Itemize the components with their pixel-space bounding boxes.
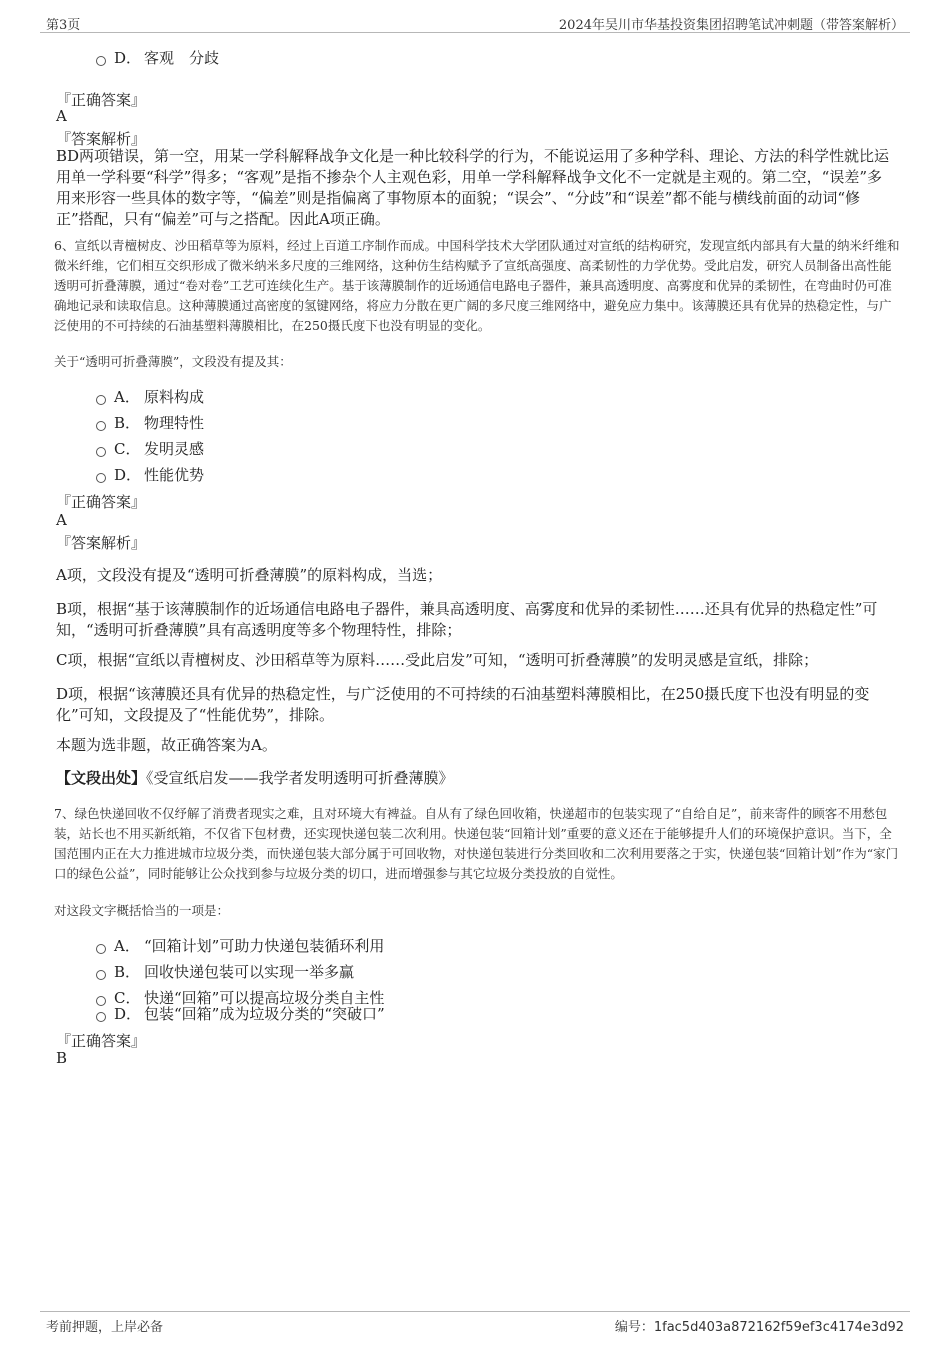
q7-option-d[interactable] [96,1003,385,1024]
question-6-stem: 6、宣纸以青檀树皮、沙田稻草等为原料，经过上百道工序制作而成。中国科学技术大学团队通过对宣纸的结构研究，发现宣纸内部具有大量的纳米纤维和微米纤维，它们相互交织形成了微米纳米多尺度的三维网络，这种仿生结构赋予了宣纸高强度、高柔韧性的力学优势。受此启发，研究人员制备出高性能透明可折叠薄膜，通过“卷对卷”工艺可连续化生产。基于该薄膜制作的近场通信电路电子器件，兼具高透明度、高雾度和优异的柔韧性，在弯曲时仍可准确地记录和读取信息。这种薄膜通过高密度的氢键网络，将应力分散在更广阔的多尺度三维网络中，避免应力集中。该薄膜还具有优异的热稳定性，与广泛使用的不可持续的石油基塑料薄膜相比，在250摄氏度下也没有明显的变化。 [54,238,900,333]
option-text: 发明灵感 [144,440,205,458]
radio-icon[interactable] [96,395,106,405]
radio-icon[interactable] [96,447,106,457]
radio-icon[interactable] [96,1012,106,1022]
q6-analysis-a: A项，文段没有提及“透明可折叠薄膜”的原料构成，当选； [56,566,443,584]
option-letter: A． [114,388,140,406]
q6-answer-value: A [56,511,67,529]
q7-answer-label: 『正确答案』 [56,1032,147,1050]
question-7-prompt: 对这段文字概括恰当的一项是： [54,903,230,918]
code-value: 1fac5d403a872162f59ef3c4174e3d92 [653,1320,904,1335]
analysis-label: 『答案解析』 [56,130,147,148]
document-code [615,1316,904,1335]
radio-icon[interactable] [96,944,106,954]
option-letter: C． [114,440,141,458]
document-title: 2024年吴川市华基投资集团招聘笔试冲刺题（带答案解析） [558,18,904,33]
option-letter: A． [114,937,140,955]
page-footer [40,1311,910,1336]
option-text: 性能优势 [144,466,205,484]
option-letter: C． [114,989,141,1007]
radio-icon[interactable] [96,421,106,431]
q6-analysis-b: B项，根据“基于该薄膜制作的近场通信电路电子器件，兼具高透明度、高雾度和优异的柔韧性……还具有优异的热稳定性”可知，“透明可折叠薄膜”具有高透明度等多个物理特性，排除； [56,600,878,639]
q6-option-c[interactable] [96,438,204,459]
q6-analysis-label: 『答案解析』 [56,534,147,552]
option-text: 物理特性 [144,414,205,432]
answer-value: A [56,107,67,125]
option-text: 快递“回箱”可以提高垃圾分类自主性 [144,989,385,1007]
radio-icon[interactable] [96,970,106,980]
page-number: 第3页 [46,18,81,33]
radio-icon[interactable] [96,56,106,66]
q6-conclusion: 本题为选非题，故正确答案为A。 [56,736,277,754]
option-text: “回箱计划”可助力快递包装循环利用 [144,937,385,955]
option-letter: B． [114,414,141,432]
option-letter: D． [114,1005,142,1023]
source-title: 《受宣纸启发——我学者发明透明可折叠薄膜》 [146,769,454,787]
option-text: 客观 分歧 [144,49,220,67]
source-label: 【文段出处】 [56,769,147,787]
q6-option-d[interactable] [96,464,204,485]
radio-icon[interactable] [96,473,106,483]
option-d-prev[interactable] [96,47,219,68]
q7-answer-value: B [56,1049,68,1067]
q6-answer-label: 『正确答案』 [56,493,147,511]
option-text: 回收快递包装可以实现一举多赢 [144,963,355,981]
page-header [40,14,910,33]
code-label: 编号： [614,1320,654,1335]
analysis-text: BD两项错误，第一空，用某一学科解释战争文化是一种比较科学的行为，不能说运用了多种学科、理论、方法的科学性就比运用单一学科要“科学”得多；“客观”是指不掺杂个人主观色彩，用单一学科解释战争文化不一定就是主观的。第二空，“误差”多用来形容一些具体的数字等，“偏差”则是指偏离了事物原本的面貌；“误会”、“分歧”和“误差”都不能与横线前面的动词“修正”搭配，只有“偏差”可与之搭配。因此A项正确。 [56,147,890,228]
option-letter: B． [114,963,141,981]
q6-option-a[interactable] [96,386,204,407]
option-text: 包装“回箱”成为垃圾分类的“突破口” [144,1005,385,1023]
q6-option-b[interactable] [96,412,204,433]
question-7-stem: 7、绿色快递回收不仅纾解了消费者现实之难，且对环境大有裨益。自从有了绿色回收箱，快递超市的包装实现了“自给自足”，前来寄件的顾客不用愁包装，站长也不用买新纸箱，不仅省下包材费，还实现快递包装二次利用。快递包装“回箱计划”重要的意义还在于能够提升人们的环境保护意识。当下，全国范围内正在大力推进城市垃圾分类，而快递包装大部分属于可回收物，对快递包装进行分类回收和二次利用要落之于实，快递包装“回箱计划”作为“家门口的绿色公益”，同时能够让公众找到参与垃圾分类的切口，进而增强参与其它垃圾分类投放的自觉性。 [54,806,899,881]
q7-option-a[interactable] [96,935,384,956]
answer-label: 『正确答案』 [56,91,147,109]
q6-source [56,768,892,789]
q6-analysis-c: C项，根据“宣纸以青檀树皮、沙田稻草等为原料……受此启发”可知，“透明可折叠薄膜”的发明灵感是宣纸，排除； [56,651,819,669]
option-letter: D． [114,49,142,67]
q7-option-b[interactable] [96,961,354,982]
option-letter: D． [114,466,142,484]
footer-slogan: 考前押题，上岸必备 [46,1320,164,1335]
option-text: 原料构成 [144,388,205,406]
question-6-prompt: 关于“透明可折叠薄膜”，文段没有提及其： [54,354,292,369]
q6-analysis-d: D项，根据“该薄膜还具有优异的热稳定性，与广泛使用的不可持续的石油基塑料薄膜相比，在250摄氏度下也没有明显的变化”可知，文段提及了“性能优势”，排除。 [56,685,870,724]
